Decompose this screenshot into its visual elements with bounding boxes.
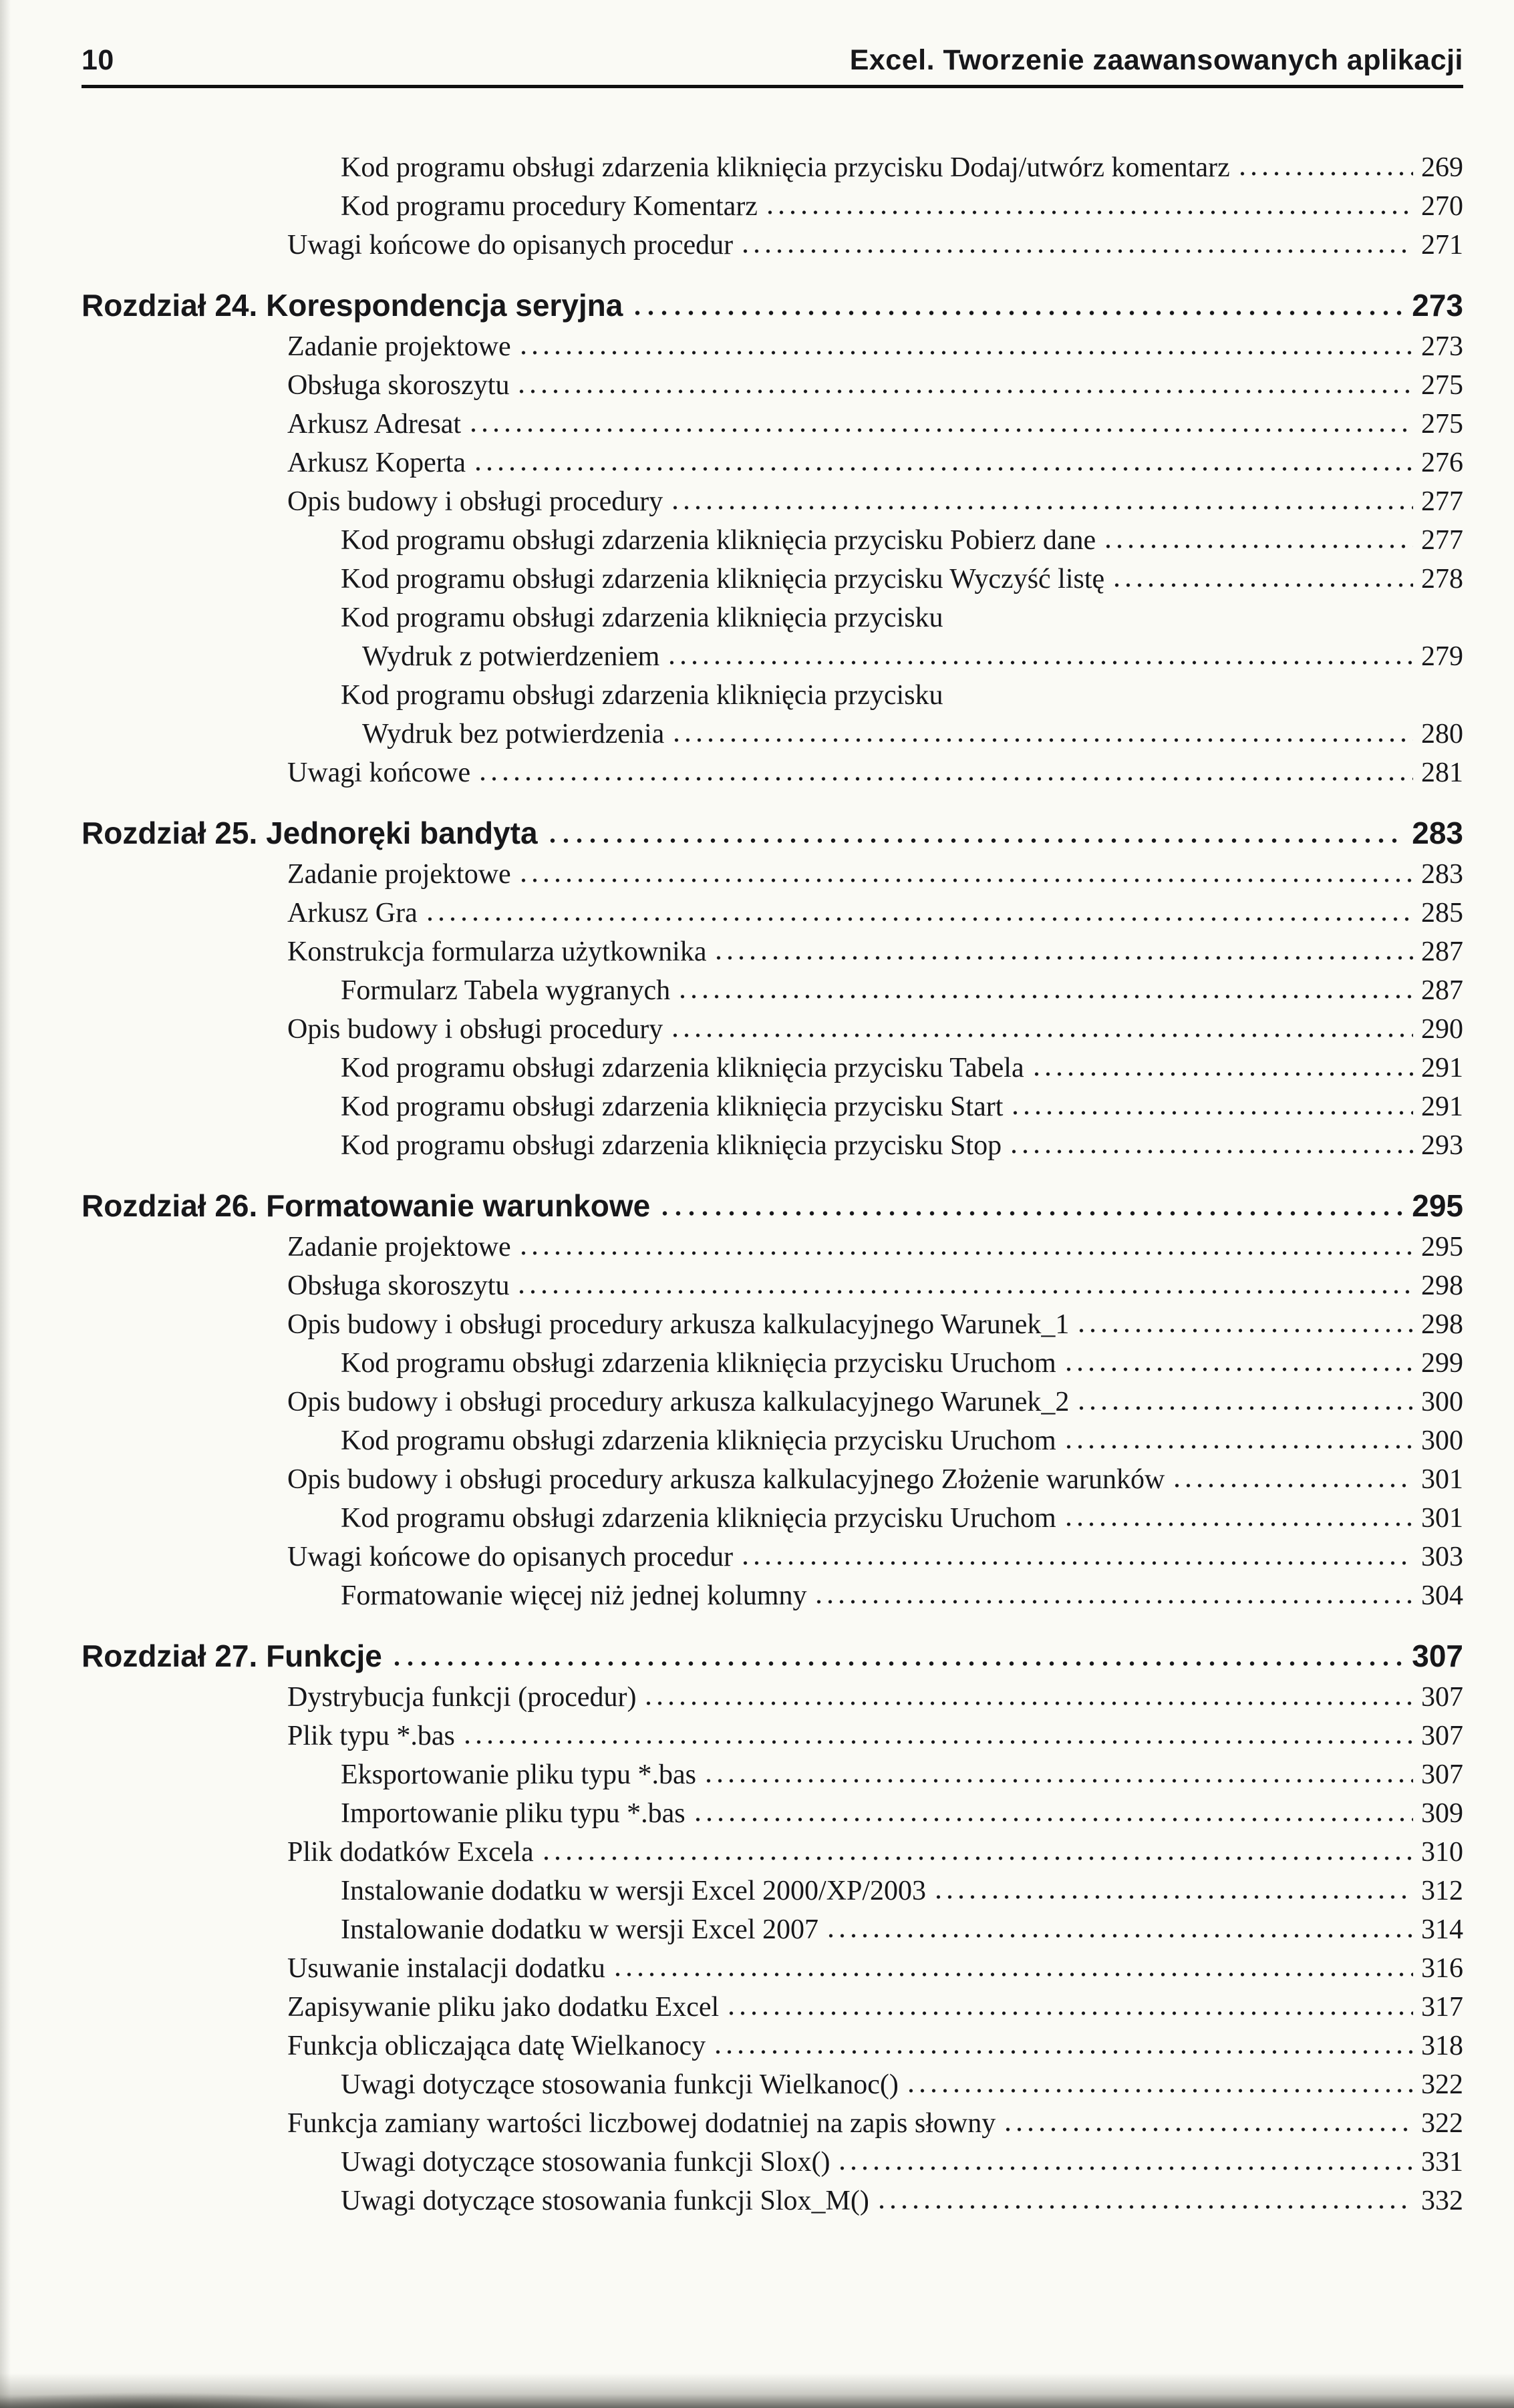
- dot-leader: [703, 1778, 1413, 1783]
- toc-entry: [82, 598, 1463, 637]
- toc-entry: [82, 1010, 1463, 1049]
- toc-entry-page-number: 279: [1421, 641, 1463, 672]
- toc-entry-page-number: 280: [1421, 719, 1463, 749]
- toc-entry-page-number: 277: [1421, 486, 1463, 517]
- toc-entry-title: Kod programu obsługi zdarzenia kliknięcia przycisku Wyczyść listę: [341, 564, 1105, 594]
- toc-entry: [82, 2027, 1463, 2065]
- toc-entry-page-number: 307: [1421, 1721, 1463, 1751]
- toc-entry: [82, 1910, 1463, 1949]
- toc-entry-title: Zadanie projektowe: [287, 1232, 511, 1262]
- toc-entry-title: Kod programu obsługi zdarzenia kliknięcia przycisku Dodaj/utwórz komentarz: [341, 152, 1230, 183]
- toc-entry-title: Obsługa skoroszytu: [287, 1270, 510, 1301]
- toc-entry-page-number: 317: [1421, 1992, 1463, 2023]
- toc-entry: [82, 676, 1463, 715]
- page-number: 10: [82, 44, 114, 76]
- chapter-title: Rozdział 27. Funkcje: [82, 1639, 382, 1673]
- toc-entry-title: Uwagi dotyczące stosowania funkcji Wielkanoc(): [341, 2069, 899, 2100]
- toc-entry-page-number: 314: [1421, 1914, 1463, 1945]
- chapter-page-number: 295: [1412, 1188, 1463, 1223]
- chapter-heading: [82, 283, 1463, 327]
- page-header: [82, 44, 1463, 77]
- toc-entry-title: Zadanie projektowe: [287, 859, 511, 890]
- toc-entry-page-number: 290: [1421, 1014, 1463, 1045]
- toc-entry-title: Kod programu obsługi zdarzenia kliknięcia przycisku: [341, 680, 943, 711]
- toc-entry-page-number: 316: [1421, 1953, 1463, 1984]
- toc-entry: [82, 1988, 1463, 2027]
- toc-entry-page-number: 271: [1421, 230, 1463, 261]
- chapter-page-number: 283: [1412, 816, 1463, 850]
- dot-leader: [837, 2166, 1413, 2171]
- toc-entry-title: Dystrybucja funkcji (procedur): [287, 1682, 637, 1713]
- toc-entry: [82, 932, 1463, 971]
- toc-entry-page-number: 273: [1421, 331, 1463, 362]
- toc-entry-page-number: 300: [1421, 1425, 1463, 1456]
- dot-leader: [1008, 1149, 1413, 1154]
- dot-leader: [643, 1701, 1413, 1706]
- toc-entry-title: Zadanie projektowe: [287, 331, 511, 362]
- chapter-title: Rozdział 24. Korespondencja seryjna: [82, 288, 623, 323]
- toc-entry-page-number: 309: [1421, 1798, 1463, 1829]
- toc-entry-title: Opis budowy i obsługi procedury arkusza kalkulacyjnego Złożenie warunków: [287, 1464, 1165, 1495]
- toc-entry-title: Arkusz Koperta: [287, 448, 466, 478]
- toc-entry: [82, 715, 1463, 753]
- toc-entry: [82, 1228, 1463, 1266]
- toc-entry: [82, 2182, 1463, 2220]
- toc-entry-title: Plik dodatków Excela: [287, 1837, 534, 1868]
- toc-entry-title: Obsługa skoroszytu: [287, 370, 510, 401]
- dot-leader: [876, 2204, 1413, 2210]
- toc-entry: [82, 444, 1463, 482]
- toc-entry: [82, 148, 1463, 187]
- toc-entry-title: Funkcja obliczająca datę Wielkanocy: [287, 2031, 706, 2061]
- toc-entry-page-number: 278: [1421, 564, 1463, 594]
- toc-entry-title: Importowanie pliku typu *.bas: [341, 1798, 686, 1829]
- toc-entry-page-number: 307: [1421, 1759, 1463, 1790]
- dot-leader: [518, 1250, 1413, 1256]
- table-of-contents: [82, 148, 1463, 2220]
- chapter-heading: [82, 1184, 1463, 1228]
- dot-leader: [905, 2088, 1413, 2093]
- toc-entry-page-number: 300: [1421, 1387, 1463, 1417]
- dot-leader: [477, 776, 1413, 782]
- toc-entry: [82, 2143, 1463, 2182]
- toc-entry: [82, 1421, 1463, 1460]
- toc-entry-page-number: 291: [1421, 1053, 1463, 1083]
- toc-entry: [82, 1576, 1463, 1615]
- toc-entry-title: Kod programu obsługi zdarzenia kliknięcia przycisku Start: [341, 1091, 1004, 1122]
- toc-entry-title: Eksportowanie pliku typu *.bas: [341, 1759, 696, 1790]
- dot-leader: [669, 505, 1413, 510]
- toc-entry: [82, 1499, 1463, 1538]
- toc-entry: [82, 482, 1463, 521]
- toc-entry: [82, 637, 1463, 676]
- toc-entry-title: Konstrukcja formularza użytkownika: [287, 936, 707, 967]
- toc-entry-page-number: 285: [1421, 898, 1463, 928]
- dot-leader: [1171, 1483, 1413, 1488]
- toc-entry: [82, 1678, 1463, 1717]
- toc-entry-page-number: 298: [1421, 1270, 1463, 1301]
- toc-entry-page-number: 312: [1421, 1876, 1463, 1906]
- dot-leader: [1111, 582, 1413, 588]
- dot-leader: [1063, 1367, 1413, 1372]
- toc-entry-title: Instalowanie dodatku w wersji Excel 2000/XP/2003: [341, 1876, 927, 1906]
- dot-leader: [518, 878, 1413, 883]
- toc-entry: [82, 2065, 1463, 2104]
- toc-entry: [82, 1266, 1463, 1305]
- toc-entry: [82, 1872, 1463, 1910]
- toc-entry: [82, 327, 1463, 366]
- dot-leader: [612, 1972, 1413, 1977]
- toc-entry: [82, 1460, 1463, 1499]
- dot-leader: [713, 955, 1413, 961]
- toc-entry-page-number: 269: [1421, 152, 1463, 183]
- toc-entry: [82, 187, 1463, 226]
- dot-leader: [1237, 171, 1413, 176]
- toc-entry-page-number: 322: [1421, 2108, 1463, 2139]
- dot-leader: [740, 1560, 1413, 1566]
- toc-entry-title: Kod programu obsługi zdarzenia kliknięcia przycisku Tabela: [341, 1053, 1024, 1083]
- dot-leader: [468, 427, 1413, 433]
- dot-leader: [677, 994, 1413, 999]
- toc-entry: [82, 521, 1463, 560]
- toc-entry-page-number: 301: [1421, 1503, 1463, 1534]
- toc-entry-title: Kod programu obsługi zdarzenia kliknięcia przycisku Uruchom: [341, 1503, 1056, 1534]
- toc-entry-page-number: 287: [1421, 975, 1463, 1006]
- toc-entry-page-number: 299: [1421, 1348, 1463, 1379]
- toc-entry: [82, 1087, 1463, 1126]
- toc-entry: [82, 1383, 1463, 1421]
- dot-leader: [541, 1856, 1413, 1861]
- dot-leader: [1002, 2127, 1413, 2132]
- toc-entry: [82, 1344, 1463, 1383]
- dot-leader: [516, 1289, 1413, 1295]
- dot-leader: [1102, 544, 1413, 549]
- toc-entry-title: Uwagi końcowe do opisanych procedur: [287, 1542, 734, 1572]
- toc-entry-title: Kod programu obsługi zdarzenia kliknięcia przycisku Pobierz dane: [341, 525, 1096, 556]
- toc-entry-title: Kod programu obsługi zdarzenia kliknięcia przycisku Uruchom: [341, 1348, 1056, 1379]
- toc-entry-page-number: 332: [1421, 2186, 1463, 2216]
- toc-entry-title: Uwagi dotyczące stosowania funkcji Slox_M(): [341, 2186, 869, 2216]
- toc-entry: [82, 366, 1463, 405]
- toc-entry-title: Opis budowy i obsługi procedury: [287, 486, 663, 517]
- dot-leader: [1076, 1405, 1413, 1411]
- scan-edge-shadow-bottom: [0, 2373, 1514, 2408]
- toc-entry-page-number: 276: [1421, 448, 1463, 478]
- chapter-title: Rozdział 25. Jednoręki bandyta: [82, 816, 538, 850]
- toc-entry-page-number: 270: [1421, 191, 1463, 222]
- toc-entry: [82, 1755, 1463, 1794]
- toc-entry: [82, 1049, 1463, 1087]
- dot-leader: [1063, 1444, 1413, 1449]
- toc-entry: [82, 894, 1463, 932]
- chapter-title: Rozdział 26. Formatowanie warunkowe: [82, 1188, 651, 1223]
- toc-entry-title: Plik typu *.bas: [287, 1721, 455, 1751]
- toc-entry-title: Opis budowy i obsługi procedury: [287, 1014, 663, 1045]
- toc-entry-page-number: 281: [1421, 757, 1463, 788]
- dot-leader: [1076, 1328, 1413, 1333]
- toc-entry-page-number: 291: [1421, 1091, 1463, 1122]
- dot-leader: [671, 737, 1413, 743]
- toc-entry-title: Uwagi dotyczące stosowania funkcji Slox(): [341, 2147, 830, 2178]
- toc-entry: [82, 855, 1463, 894]
- dot-leader: [1031, 1071, 1413, 1077]
- toc-entry: [82, 560, 1463, 598]
- chapter-heading: [82, 811, 1463, 855]
- toc-entry-title: Kod programu obsługi zdarzenia kliknięcia przycisku: [341, 603, 943, 633]
- dot-leader: [1010, 1110, 1413, 1115]
- dot-leader: [546, 838, 1403, 844]
- toc-entry-page-number: 301: [1421, 1464, 1463, 1495]
- dot-leader: [669, 1033, 1413, 1038]
- toc-entry-page-number: 303: [1421, 1542, 1463, 1572]
- toc-entry: [82, 1794, 1463, 1833]
- toc-entry-title: Arkusz Gra: [287, 898, 418, 928]
- toc-entry-page-number: 287: [1421, 936, 1463, 967]
- dot-leader: [726, 2011, 1413, 2016]
- header-rule: [82, 85, 1463, 88]
- toc-entry-page-number: 331: [1421, 2147, 1463, 2178]
- dot-leader: [933, 1894, 1413, 1900]
- dot-leader: [462, 1739, 1413, 1745]
- toc-entry-page-number: 275: [1421, 409, 1463, 440]
- toc-entry: [82, 1305, 1463, 1344]
- toc-entry: [82, 1717, 1463, 1755]
- toc-entry: [82, 1538, 1463, 1576]
- dot-leader: [666, 660, 1413, 665]
- toc-entry-title: Opis budowy i obsługi procedury arkusza kalkulacyjnego Warunek_2: [287, 1387, 1070, 1417]
- dot-leader: [518, 350, 1413, 355]
- dot-leader: [424, 916, 1413, 922]
- dot-leader: [516, 389, 1413, 394]
- running-title: Excel. Tworzenie zaawansowanych aplikacji: [849, 44, 1463, 76]
- toc-entry-title: Opis budowy i obsługi procedury arkusza kalkulacyjnego Warunek_1: [287, 1309, 1070, 1340]
- dot-leader: [692, 1817, 1413, 1822]
- toc-entry-page-number: 307: [1421, 1682, 1463, 1713]
- toc-entry-page-number: 277: [1421, 525, 1463, 556]
- toc-entry: [82, 226, 1463, 265]
- toc-entry-title: Kod programu obsługi zdarzenia kliknięcia przycisku Stop: [341, 1130, 1002, 1161]
- toc-entry: [82, 1833, 1463, 1872]
- dot-leader: [472, 466, 1413, 472]
- toc-entry-title: Formatowanie więcej niż jednej kolumny: [341, 1580, 807, 1611]
- toc-entry-title: Uwagi końcowe: [287, 757, 471, 788]
- toc-entry-page-number: 283: [1421, 859, 1463, 890]
- toc-entry-title: Zapisywanie pliku jako dodatku Excel: [287, 1992, 720, 2023]
- toc-entry-page-number: 318: [1421, 2031, 1463, 2061]
- toc-entry-title: Kod programu obsługi zdarzenia kliknięcia przycisku Uruchom: [341, 1425, 1056, 1456]
- chapter-heading: [82, 1634, 1463, 1678]
- toc-entry: [82, 971, 1463, 1010]
- toc-entry-page-number: 298: [1421, 1309, 1463, 1340]
- dot-leader: [712, 2049, 1413, 2055]
- toc-entry-page-number: 304: [1421, 1580, 1463, 1611]
- toc-entry-page-number: 293: [1421, 1130, 1463, 1161]
- toc-entry-title: Wydruk bez potwierdzenia: [362, 719, 665, 749]
- dot-leader: [813, 1599, 1413, 1604]
- toc-entry-title: Wydruk z potwierdzeniem: [362, 641, 660, 672]
- toc-entry-title: Instalowanie dodatku w wersji Excel 2007: [341, 1914, 818, 1945]
- toc-entry: [82, 1126, 1463, 1165]
- chapter-page-number: 307: [1412, 1639, 1463, 1673]
- toc-entry: [82, 405, 1463, 444]
- dot-leader: [764, 210, 1413, 215]
- dot-leader: [631, 310, 1402, 316]
- toc-entry-title: Formularz Tabela wygranych: [341, 975, 671, 1006]
- toc-entry-page-number: 310: [1421, 1837, 1463, 1868]
- dot-leader: [1063, 1522, 1413, 1527]
- dot-leader: [390, 1661, 1402, 1667]
- dot-leader: [740, 248, 1413, 254]
- toc-entry-page-number: 322: [1421, 2069, 1463, 2100]
- toc-entry-title: Uwagi końcowe do opisanych procedur: [287, 230, 734, 261]
- toc-entry-page-number: 275: [1421, 370, 1463, 401]
- toc-entry: [82, 753, 1463, 792]
- toc-entry-title: Kod programu procedury Komentarz: [341, 191, 758, 222]
- dot-leader: [825, 1933, 1413, 1938]
- dot-leader: [658, 1210, 1402, 1216]
- toc-entry-page-number: 295: [1421, 1232, 1463, 1262]
- toc-entry-title: Arkusz Adresat: [287, 409, 462, 440]
- toc-entry-title: Usuwanie instalacji dodatku: [287, 1953, 605, 1984]
- toc-entry: [82, 2104, 1463, 2143]
- toc-entry: [82, 1949, 1463, 1988]
- toc-entry-title: Funkcja zamiany wartości liczbowej dodatniej na zapis słowny: [287, 2108, 996, 2139]
- chapter-page-number: 273: [1412, 288, 1463, 323]
